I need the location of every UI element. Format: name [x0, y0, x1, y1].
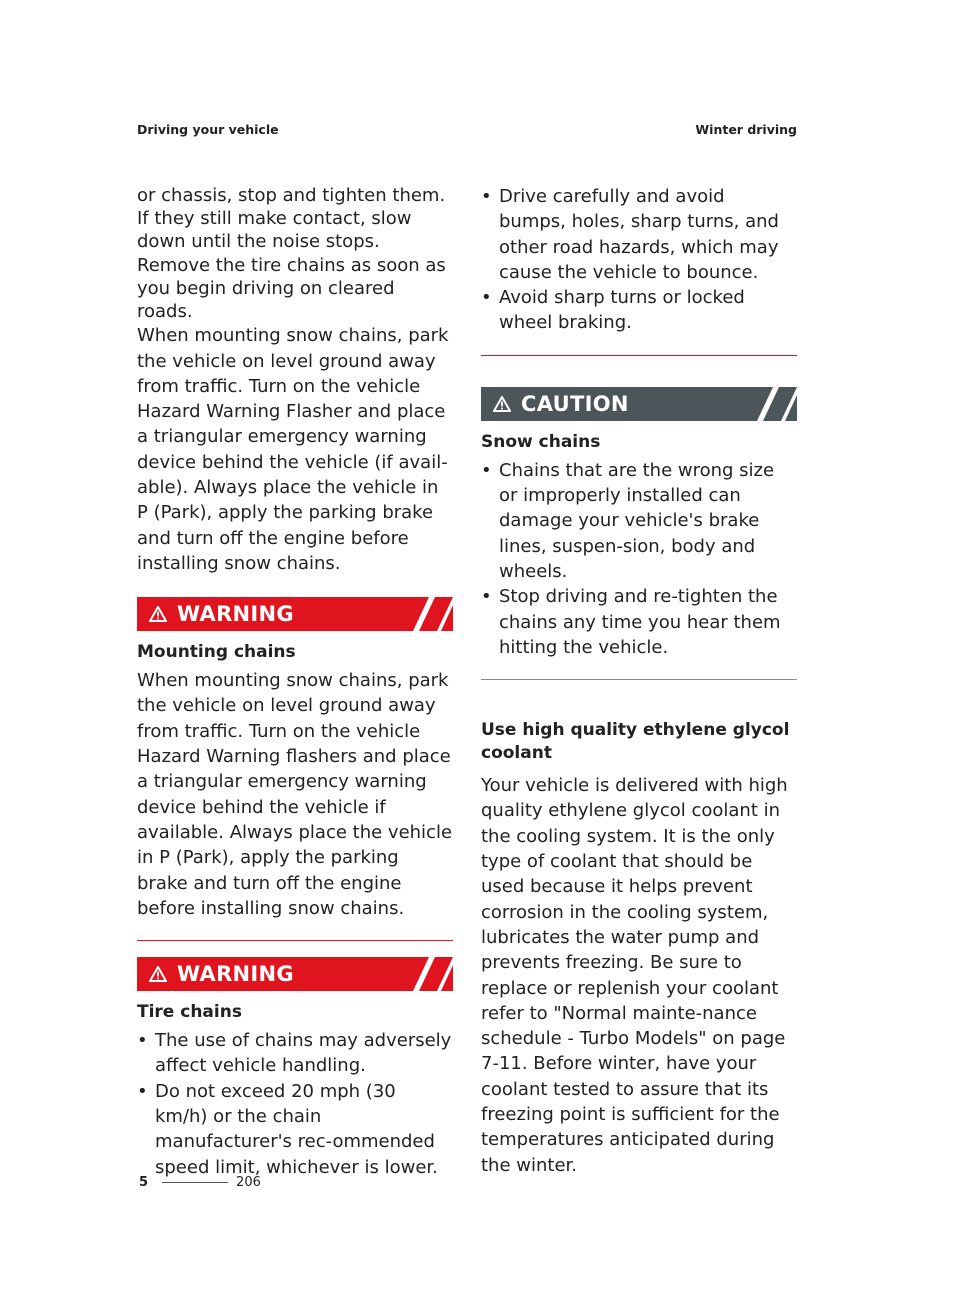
chapter-number: 5: [139, 1175, 149, 1190]
running-header-right: Winter driving: [695, 122, 797, 137]
bullet-dot: •: [481, 459, 492, 481]
bullet-dot: •: [137, 1030, 148, 1052]
list-item-text: Drive carefully and avoid bumps, holes, sharp turns, and other road hazards, which may cause the vehicle to bounce.: [499, 186, 779, 283]
list-item: [481, 285, 797, 336]
tire-chains-list: [137, 1028, 453, 1180]
bullet-dot: •: [481, 287, 492, 309]
warning-label-2: WARNING: [177, 962, 294, 987]
banner-slashes: [403, 597, 453, 631]
list-item: [481, 458, 797, 584]
list-item: [137, 1079, 453, 1180]
right-column: [481, 184, 797, 1178]
warning-title: Mounting chains: [137, 642, 296, 663]
snow-chains-list: [481, 458, 797, 660]
page-number: 206: [236, 1175, 261, 1190]
page-footer: [139, 1175, 261, 1190]
warning-banner-2: [137, 957, 453, 991]
bullet-dot: •: [481, 186, 492, 207]
intro-paragraph: or chassis, stop and tighten them. If they still make contact, slow down until the noise stops. Remove the tire chains as soon as you begin driving on cleared roads.: [137, 185, 446, 323]
left-column: [137, 184, 453, 1180]
caution-label: CAUTION: [521, 391, 629, 416]
list-item: [481, 184, 797, 285]
list-item: [137, 1028, 453, 1079]
driving-tips-list: [481, 184, 797, 336]
footer-divider: [162, 1182, 228, 1183]
warning-title-2: Tire chains: [137, 1002, 242, 1023]
coolant-paragraph: Your vehicle is delivered with high quality ethylene glycol coolant in the cooling system. It is the only type of coolant that should be used because it helps prevent corrosion in the cooling system, lubricates the water pump and prevents freezing. Be sure to replace or replenish your coolant refer to "Normal mainte-nance schedule - Turbo Models" on page 7-11. Before winter, have your coolant tested to assure that its freezing point is sufficient for the temperatures anticipated during the winter.: [481, 775, 788, 1176]
list-item-text: Do not exceed 20 mph (30 km/h) or the chain manufacturer's rec-ommended speed limit, whichever is lower.: [155, 1080, 438, 1178]
running-header-left: Driving your vehicle: [137, 122, 279, 137]
list-item-text: Chains that are the wrong size or improperly installed can damage your vehicle's brake lines, suspen-sion, body and wheels.: [499, 459, 775, 582]
warning-triangle-icon: [149, 606, 167, 622]
mounting-paragraph: When mounting snow chains, park the vehicle on level ground away from traffic. Turn on the vehicle Hazard Warning Flasher and place a triangular emergency warning device behind the vehicle (if avail-able). Always place the vehicle in P (Park), apply the parking brake and turn off the engine before installing snow chains.: [137, 325, 449, 574]
banner-slashes: [403, 957, 453, 991]
bullet-dot: •: [481, 586, 492, 608]
list-item-text: Avoid sharp turns or locked wheel braking.: [499, 287, 745, 334]
warning-text: When mounting snow chains, park the vehicle on level ground away from traffic. Turn on the vehicle Hazard Warning flashers and place a triangular emergency warning device behind the vehicle if available. Always place the vehicle in P (Park), apply the parking brake and turn off the engine before installing snow chains.: [137, 670, 453, 919]
coolant-section-title: Use high quality ethylene glycol coolant: [481, 720, 790, 764]
caution-banner: [481, 387, 797, 421]
caution-title: Snow chains: [481, 431, 601, 452]
warning-triangle-icon: [493, 396, 511, 412]
warning-label: WARNING: [177, 602, 294, 627]
list-item-text: The use of chains may adversely affect vehicle handling.: [155, 1030, 452, 1077]
banner-slashes: [747, 387, 797, 421]
bullet-dot: •: [137, 1080, 148, 1102]
warning-banner: [137, 597, 453, 631]
warning-triangle-icon: [149, 966, 167, 982]
list-item-text: Stop driving and re-tighten the chains any time you hear them hitting the vehicle.: [499, 586, 781, 658]
list-item: [481, 584, 797, 660]
